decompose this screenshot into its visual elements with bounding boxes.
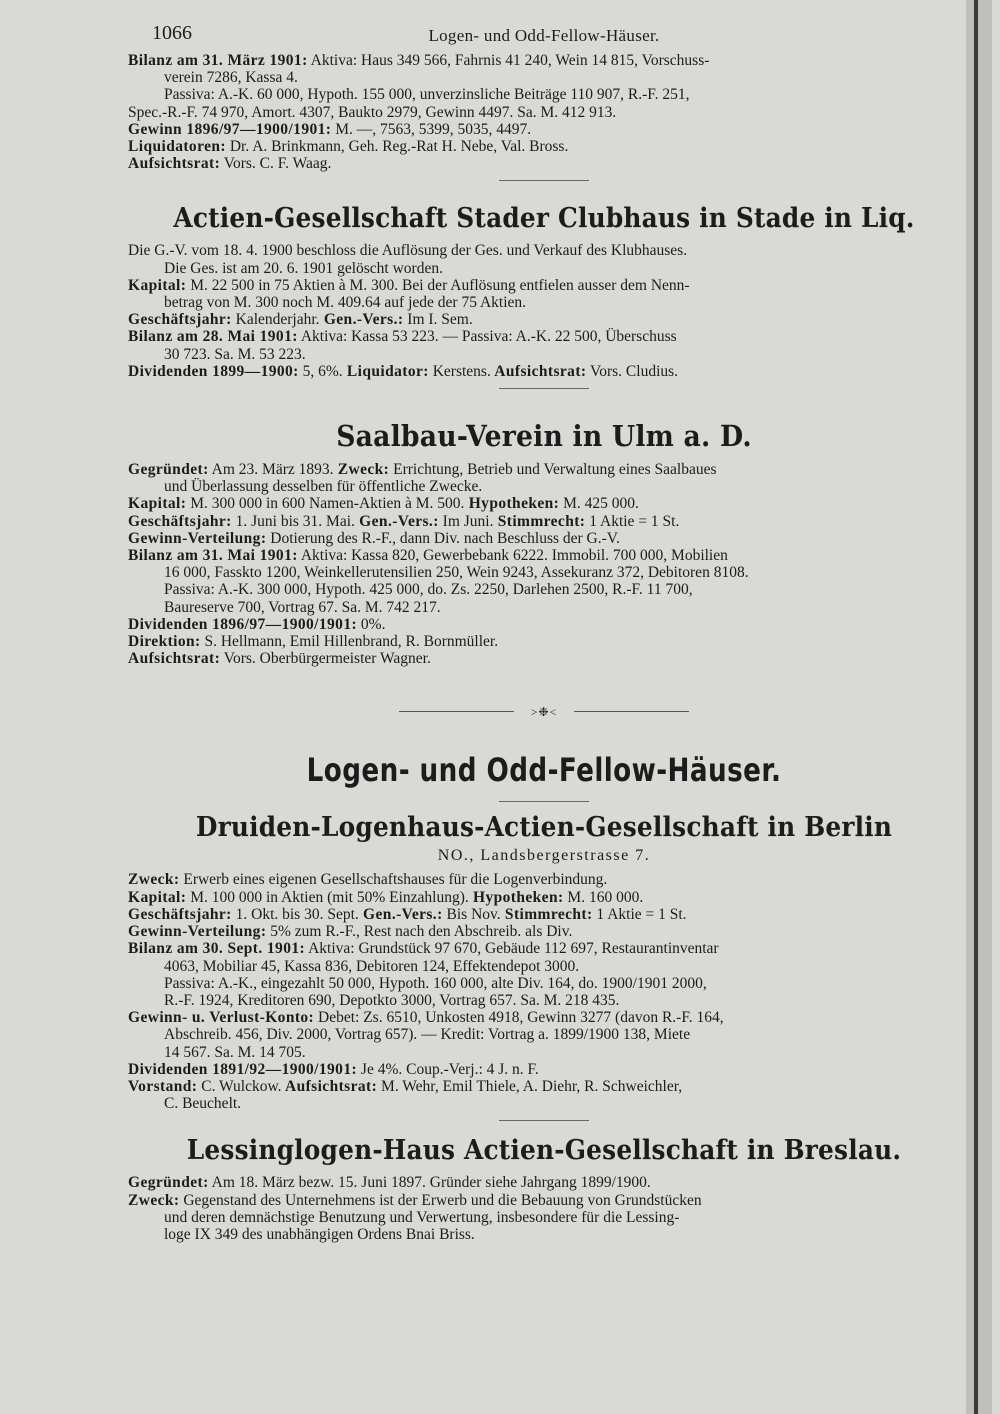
entry-line: C. Beuchelt.	[164, 1095, 242, 1113]
entry-line	[128, 121, 960, 138]
field-value: Vors. Oberbürgermeister Wagner.	[220, 650, 431, 668]
entry-line: 30 723. Sa. M. 53 223.	[164, 345, 306, 363]
field-value: Dr. A. Brinkmann, Geh. Reg.-Rat H. Nebe, Val. Bross.	[225, 138, 569, 156]
entry-line: Die G.-V. vom 18. 4. 1900 beschloss die Auflösung der Ges. und Verkauf des Klubhauses.	[128, 242, 688, 260]
field-value: Am 23. März 1893.	[208, 461, 334, 479]
company-entry-stade	[128, 203, 960, 380]
field-label: Liquidatoren:	[128, 138, 226, 156]
field-value: C. Wulckow.	[197, 1077, 282, 1095]
entry-line: loge IX 349 des unabhängigen Ordens Bnai Briss.	[164, 1225, 475, 1243]
entry-line: Passiva: A.-K. 60 000, Hypoth. 155 000, unverzinsliche Beiträge 110 907, R.-F. 251,	[164, 86, 690, 104]
entry-line: und Überlassung desselben für öffentliche Zwecke.	[164, 478, 483, 496]
binding-shadow	[974, 0, 978, 1414]
entry-line	[128, 616, 960, 633]
field-label: Gen.-Vers.:	[354, 512, 439, 530]
entry-line	[128, 52, 960, 69]
field-value: Aktiva: Kassa 53 223. — Passiva: A.-K. 22 500, Überschuss	[297, 328, 677, 346]
divider	[499, 180, 589, 181]
page-header	[128, 18, 960, 52]
field-label: Vorstand:	[128, 1077, 198, 1095]
entry-line	[128, 1009, 960, 1026]
field-label: Gen.-Vers.:	[358, 905, 443, 923]
running-title: Logen- und Odd-Fellow-Häuser.	[428, 26, 660, 45]
field-label: Geschäftsjahr:	[128, 512, 232, 530]
entry-line: Passiva: A.-K., eingezahlt 50 000, Hypoth. 160 000, alte Div. 164, do. 1900/1901 2000,	[164, 974, 707, 992]
entry-line	[128, 328, 960, 345]
entry-line: R.-F. 1924, Kreditoren 690, Depotkto 3000, Vortrag 657. Sa. M. 218 435.	[164, 991, 620, 1009]
company-address: NO., Landsbergerstrasse 7.	[437, 847, 651, 865]
document-body	[128, 18, 960, 1243]
field-label: Direktion:	[128, 633, 201, 651]
field-label: Kapital:	[128, 276, 187, 294]
field-value: Aktiva: Grundstück 97 670, Gebäude 112 697, Restaurantinventar	[305, 940, 719, 958]
field-label: Gewinn-Verteilung:	[128, 529, 267, 547]
field-value: Bis Nov.	[442, 905, 501, 923]
entry-line	[128, 363, 960, 380]
field-value: M. 100 000 in Aktien (mit 50% Einzahlung).	[186, 888, 469, 906]
field-label: Geschäftsjahr:	[128, 905, 232, 923]
field-label: Stimmrecht:	[500, 905, 593, 923]
field-label: Hypotheken:	[468, 888, 564, 906]
divider	[499, 1120, 589, 1121]
field-label: Aufsichtsrat:	[128, 650, 221, 668]
entry-line: und deren demnächstige Benutzung und Verwertung, insbesondere für die Lessing-	[164, 1208, 680, 1226]
continued-entry	[128, 52, 960, 172]
field-label: Bilanz am 28. Mai 1901:	[128, 328, 298, 346]
field-value: M. 300 000 in 600 Namen-Aktien à M. 500.	[186, 495, 465, 513]
page-edge	[966, 0, 992, 1414]
field-label: Dividenden 1899—1900:	[128, 362, 299, 380]
field-value: Dotierung des R.-F., dann Div. nach Beschluss der G.-V.	[266, 529, 620, 547]
field-label: Aufsichtsrat:	[490, 362, 587, 380]
field-label: Zweck:	[128, 871, 180, 889]
company-entry-berlin	[128, 812, 960, 1112]
ornament-line-right	[574, 711, 689, 712]
field-value: Im I. Sem.	[403, 311, 473, 329]
entry-line	[128, 495, 960, 512]
field-value: 5, 6%.	[298, 362, 343, 380]
entry-line	[128, 633, 960, 650]
entry-line	[128, 513, 960, 530]
field-value: 1 Aktie = 1 St.	[585, 512, 680, 530]
field-value: M. —, 7563, 5399, 5035, 4497.	[331, 120, 532, 138]
field-value: Kalenderjahr.	[231, 311, 320, 329]
field-value: Debet: Zs. 6510, Unkosten 4918, Gewinn 3277 (davon R.-F. 164,	[314, 1009, 724, 1027]
field-label: Bilanz am 31. März 1901:	[128, 52, 308, 69]
field-value: 0%.	[357, 615, 386, 633]
entry-line: Abschreib. 456, Div. 2000, Vortrag 657). — Kredit: Vortrag a. 1899/1900 138, Miete	[164, 1026, 691, 1044]
entry-line	[128, 871, 960, 888]
entry-line: verein 7286, Kassa 4.	[164, 69, 298, 87]
field-value: Gegenstand des Unternehmens ist der Erwerb und die Bebauung von Grundstücken	[179, 1191, 702, 1209]
entry-line	[128, 906, 960, 923]
field-value: M. 22 500 in 75 Aktien à M. 300. Bei der Auflösung entfielen ausser dem Nenn-	[186, 276, 690, 294]
field-label: Geschäftsjahr:	[128, 311, 232, 329]
field-label: Kapital:	[128, 888, 187, 906]
entry-line	[128, 1061, 960, 1078]
field-label: Gegründet:	[128, 1174, 209, 1192]
field-value: 1. Okt. bis 30. Sept.	[231, 905, 359, 923]
entry-line	[128, 461, 960, 478]
field-value: Im Juni.	[438, 512, 494, 530]
entry-line	[128, 311, 960, 328]
field-value: S. Hellmann, Emil Hillenbrand, R. Bornmüller.	[200, 633, 499, 651]
field-value: M. 425 000.	[559, 495, 639, 513]
field-value: Erwerb eines eigenen Gesellschaftshauses für die Logenverbindung.	[179, 871, 608, 889]
company-title: Lessinglogen-Haus Actien-Gesellschaft in Breslau.	[186, 1135, 902, 1167]
entry-line: Baureserve 700, Vortrag 67. Sa. M. 742 217.	[164, 598, 441, 616]
company-title: Druiden-Logenhaus-Actien-Gesellschaft in Berlin	[195, 812, 893, 844]
field-value: Vors. Cludius.	[586, 362, 679, 380]
entry-line	[128, 1192, 960, 1209]
field-label: Aufsichtsrat:	[128, 155, 221, 173]
entry-line	[128, 547, 960, 564]
entry-line: Passiva: A.-K. 300 000, Hypoth. 425 000, do. Zs. 2250, Darlehen 2500, R.-F. 11 700,	[164, 581, 693, 599]
field-label: Gen.-Vers.:	[319, 311, 404, 329]
field-label: Bilanz am 31. Mai 1901:	[128, 547, 298, 565]
entry-line	[128, 1174, 960, 1191]
divider	[499, 801, 589, 802]
entry-line: Spec.-R.-F. 74 970, Amort. 4307, Baukto 2979, Gewinn 4497. Sa. M. 412 913.	[128, 103, 617, 121]
field-value: M. 160 000.	[563, 888, 644, 906]
entry-line	[128, 530, 960, 547]
entry-line	[128, 277, 960, 294]
entry-line	[128, 650, 960, 667]
field-value: 5% zum R.-F., Rest nach den Abschreib. als Div.	[266, 923, 573, 941]
field-label: Stimmrecht:	[493, 512, 586, 530]
field-label: Liquidator:	[342, 362, 429, 380]
field-value: 1 Aktie = 1 St.	[592, 905, 687, 923]
entry-line	[128, 1078, 960, 1095]
field-label: Dividenden 1891/92—1900/1901:	[128, 1060, 358, 1078]
field-value: Je 4%. Coup.-Verj.: 4 J. n. F.	[357, 1060, 539, 1078]
entry-line: 14 567. Sa. M. 14 705.	[164, 1043, 306, 1061]
entry-line	[128, 940, 960, 957]
field-label: Gewinn-Verteilung:	[128, 923, 267, 941]
entry-line: 4063, Mobiliar 45, Kassa 836, Debitoren 124, Effektendepot 3000.	[164, 957, 580, 975]
field-label: Aufsichtsrat:	[281, 1077, 378, 1095]
company-entry-ulm	[128, 419, 960, 667]
ornament-line-left	[399, 711, 514, 712]
company-title: Actien-Gesellschaft Stader Clubhaus in Stade in Liq.	[173, 203, 915, 235]
field-value: Kerstens.	[428, 362, 491, 380]
field-label: Hypotheken:	[464, 495, 560, 513]
field-label: Dividenden 1896/97—1900/1901:	[128, 615, 358, 633]
field-label: Gegründet:	[128, 461, 209, 479]
field-value: Vors. C. F. Waag.	[220, 155, 332, 173]
field-value: Aktiva: Kassa 820, Gewerbebank 6222. Immobil. 700 000, Mobilien	[297, 547, 728, 565]
ornament-icon: >❉<	[530, 705, 558, 720]
field-value: 1. Juni bis 31. Mai.	[231, 512, 355, 530]
entry-line: betrag von M. 300 noch M. 409.64 auf jede der 75 Aktien.	[164, 294, 527, 312]
field-label: Kapital:	[128, 495, 187, 513]
field-label: Bilanz am 30. Sept. 1901:	[128, 940, 306, 958]
ornamental-divider	[399, 705, 689, 720]
entry-line	[128, 889, 960, 906]
page-number: 1066	[152, 22, 192, 44]
entry-line: 16 000, Fasskto 1200, Weinkellerutensilien 250, Wein 9243, Assekuranz 372, Debitoren 8108.	[164, 564, 749, 582]
entry-line	[128, 923, 960, 940]
divider	[499, 388, 589, 389]
field-value: Am 18. März bezw. 15. Juni 1897. Gründer siehe Jahrgang 1899/1900.	[208, 1174, 651, 1192]
field-label: Gewinn 1896/97—1900/1901:	[128, 120, 332, 138]
field-value: M. Wehr, Emil Thiele, A. Diehr, R. Schweichler,	[377, 1077, 683, 1095]
field-label: Zweck:	[333, 461, 390, 479]
field-label: Zweck:	[128, 1191, 180, 1209]
field-label: Gewinn- u. Verlust-Konto:	[128, 1009, 315, 1027]
entry-line	[128, 155, 960, 172]
field-value: Errichtung, Betrieb und Verwaltung eines Saalbaues	[389, 461, 717, 479]
field-value: Aktiva: Haus 349 566, Fahrnis 41 240, Wein 14 815, Vorschuss-	[307, 52, 710, 69]
entry-line: Die Ges. ist am 20. 6. 1901 gelöscht worden.	[164, 259, 443, 277]
company-entry-breslau	[128, 1135, 960, 1243]
company-title: Saalbau-Verein in Ulm a. D.	[336, 419, 752, 454]
section-title: Logen- und Odd-Fellow-Häuser.	[306, 751, 782, 790]
entry-line	[128, 138, 960, 155]
